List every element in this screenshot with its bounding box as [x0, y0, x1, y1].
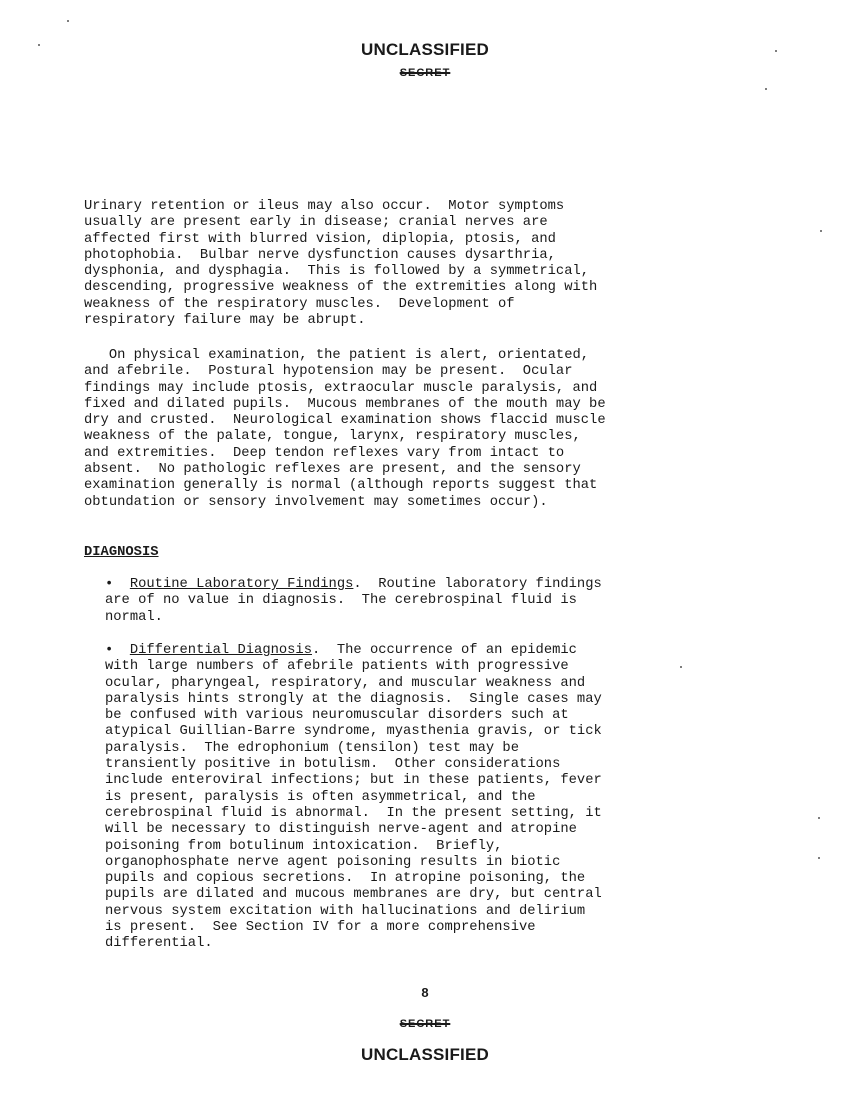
bullet-title: Differential Diagnosis — [129, 643, 312, 658]
scan-speck — [820, 230, 822, 232]
bullet-icon: • — [105, 643, 130, 658]
bullet-routine-lab-findings — [105, 577, 745, 626]
struck-marking-text: SECRET — [399, 67, 451, 79]
body-paragraph-physical-exam: On physical examination, the patient is alert, orientated, and afebrile. Postural hypotension may be present. Ocular findings may include ptosis, extraocular muscle paralysis, and fixed and dilated pupils. Mucous membranes of the mouth may be dry and crusted. Neurological examination shows flaccid muscle weakness of the palate, tongue, larynx, respiratory muscles, and extremities. Deep tendon reflexes vary from intact to absent. No pathologic reflexes are present, and the sensory examination generally is normal (although reports suggest that obtundation or sensory involvement may sometimes occur). — [84, 348, 606, 510]
classification-header: UNCLASSIFIED — [360, 40, 490, 59]
scan-speck — [38, 44, 40, 46]
struck-classification-marking-top — [0, 67, 850, 79]
section-heading-diagnosis: DIAGNOSIS — [84, 545, 159, 560]
classification-footer: UNCLASSIFIED — [360, 1045, 490, 1064]
scan-speck — [818, 817, 820, 819]
bullet-text: . Routine laboratory findings are of no value in diagnosis. The cerebrospinal fluid is normal. — [105, 577, 602, 625]
bullet-text: . The occurrence of an epidemic with large numbers of afebrile patients with progressive ocular, pharyngeal, respiratory, and muscular weakness and paralysis hints strongly at the diagnosis. Single cases may be confused with various neuromuscular disorders such at atypical Guillian-Barre syndrome, myasthenia gravis, or tick paralysis. The edrophonium (tensilon) test may be transiently positive in botulism. Other considerations include enteroviral infections; but in these patients, fever is present, paralysis is often asymmetrical, and the cerebrospinal fluid is abnormal. In the present setting, it will be necessary to distinguish nerve-agent and atropine poisoning from botulinum intoxication. Briefly, organophosphate nerve agent poisoning results in biotic pupils and copious secretions. In atropine poisoning, the pupils are dilated and mucous membranes are dry, but central nervous system excitation with hallucinations and delirium is present. See Section IV for a more comprehensive differential. — [105, 643, 602, 952]
page-number: 8 — [421, 985, 429, 1000]
scan-speck — [775, 50, 777, 52]
scan-speck — [818, 857, 820, 859]
scan-speck — [765, 88, 767, 90]
body-paragraph-symptoms: Urinary retention or ileus may also occur. Motor symptoms usually are present early in disease; cranial nerves are affected first with blurred vision, diplopia, ptosis, and photophobia. Bulbar nerve dysfunction causes dysarthria, dysphonia, and dysphagia. This is followed by a symmetrical, descending, progressive weakness of the extremities along with weakness of the respiratory muscles. Development of respiratory failure may be abrupt. — [84, 199, 598, 329]
struck-classification-marking-bottom — [0, 1018, 850, 1030]
bullet-differential-diagnosis — [105, 643, 745, 953]
bullet-title: Routine Laboratory Findings — [129, 577, 354, 592]
bullet-icon: • — [105, 577, 130, 592]
scan-speck — [67, 20, 69, 22]
scan-speck — [680, 666, 682, 668]
struck-marking-text: SECRET — [399, 1018, 451, 1030]
